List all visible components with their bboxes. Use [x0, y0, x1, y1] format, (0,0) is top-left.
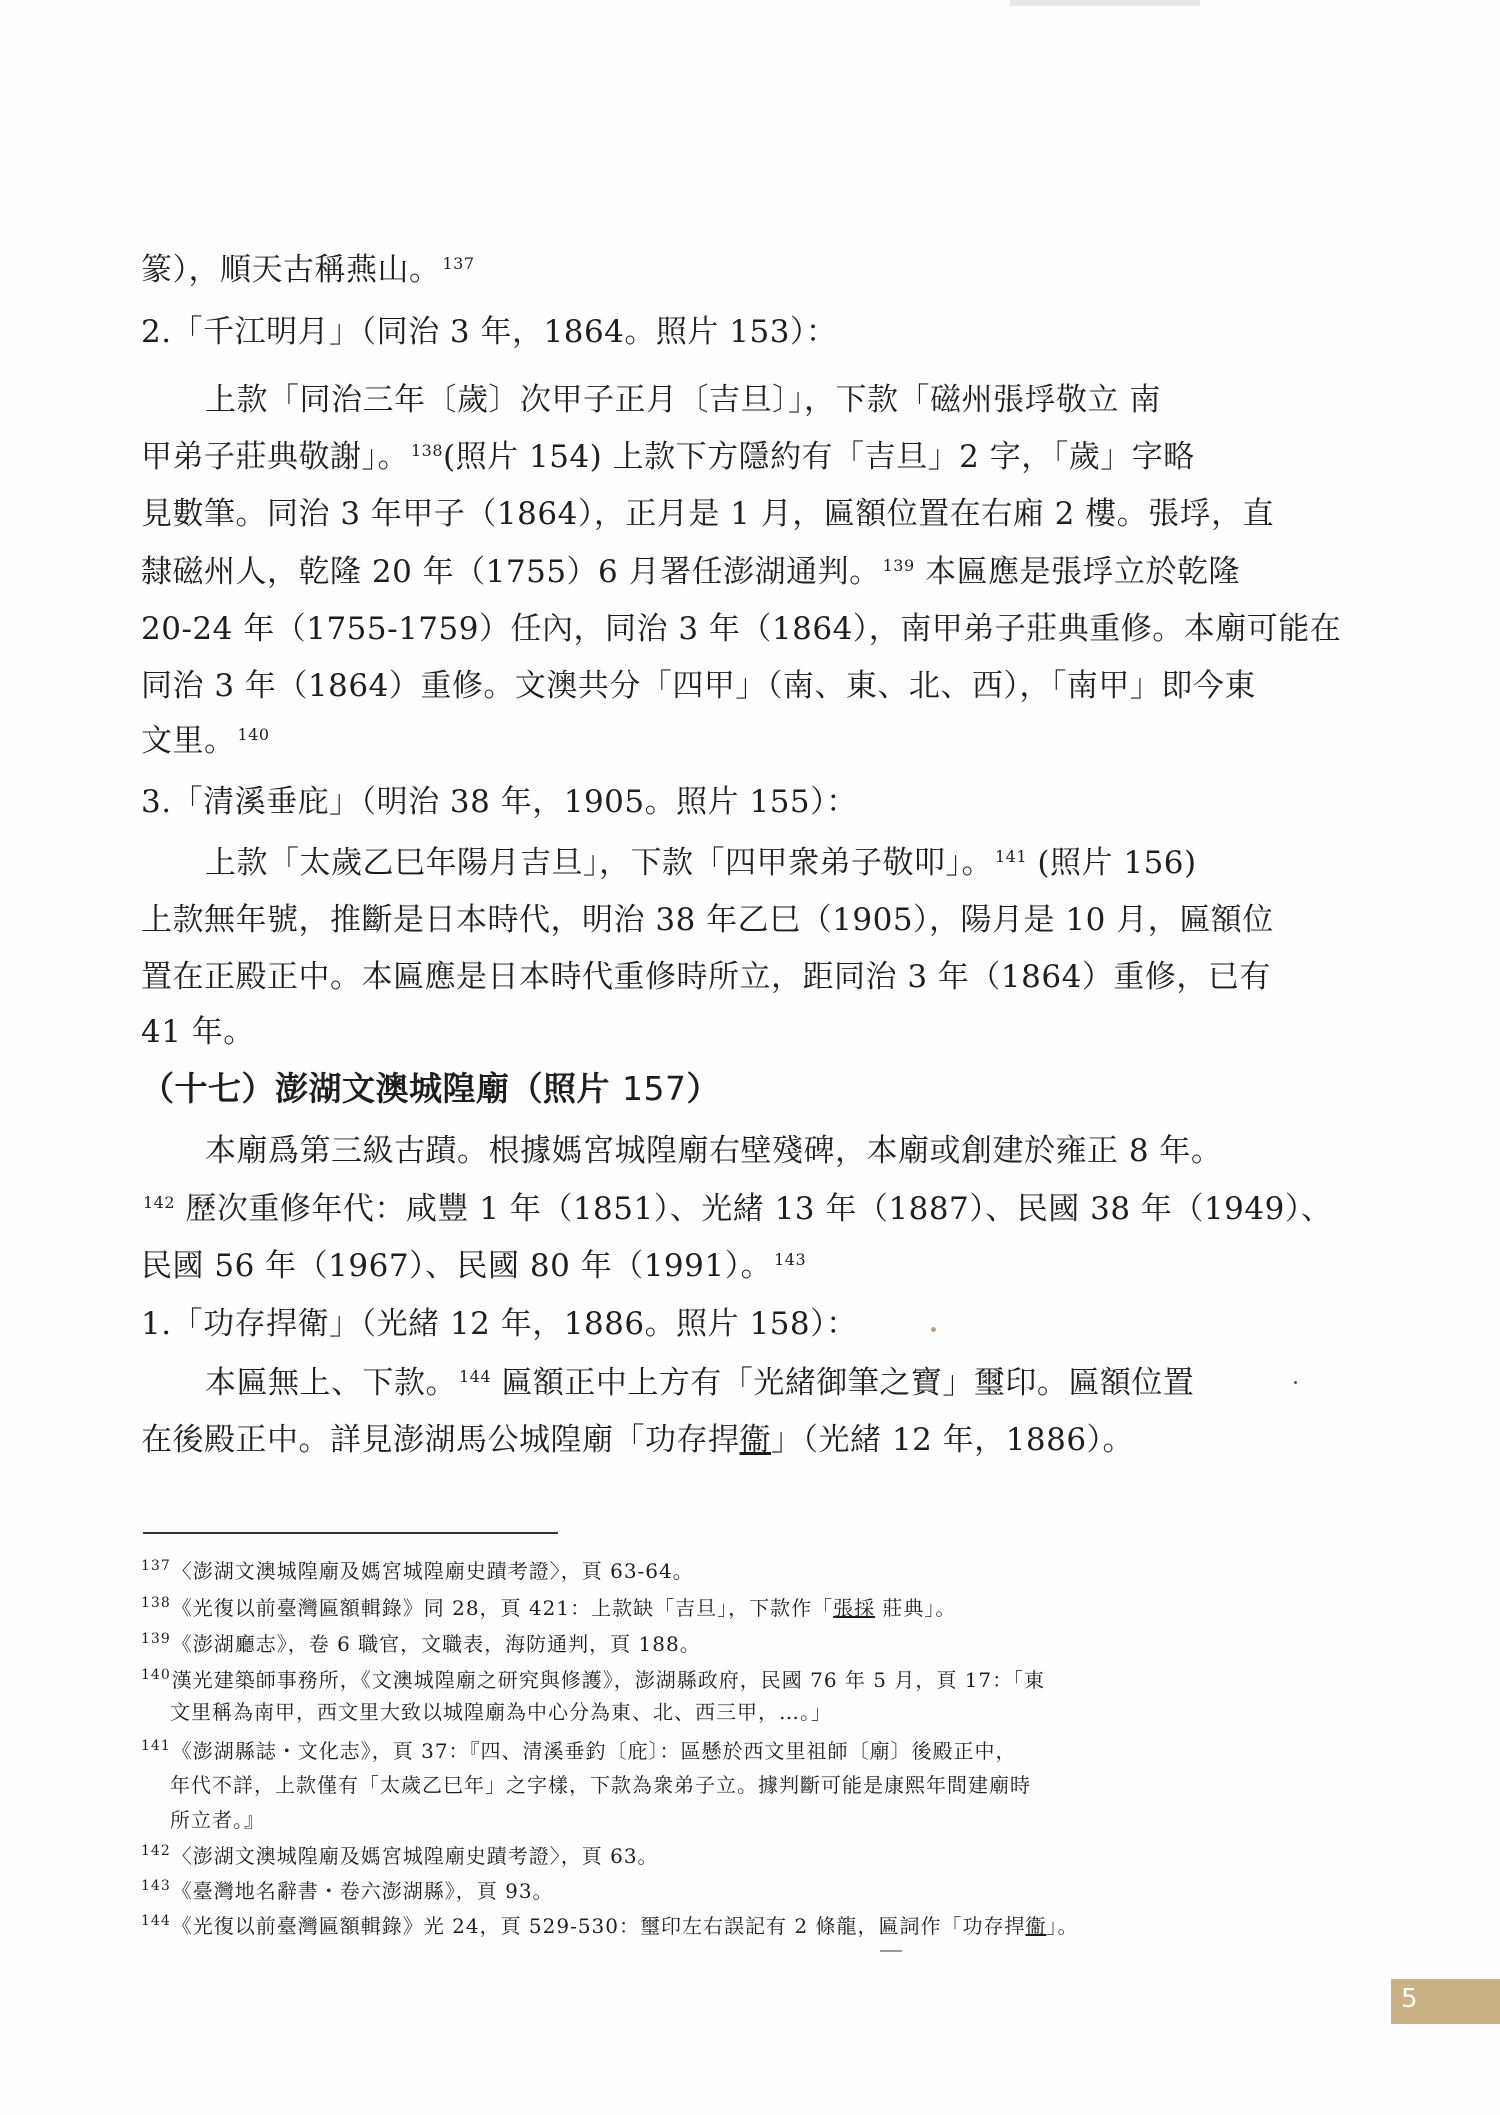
body-line: 在後殿正中。詳見澎湖馬公城隍廟「功存捍衞」（光緒 12 年，1886）。 — [141, 1422, 1135, 1458]
body-line: 41 年。 — [141, 1014, 255, 1050]
body-line: 20-24 年（1755-1759）任內，同治 3 年（1864），南甲弟子莊典重修。本廟可能在 — [141, 611, 1342, 647]
scan-speck — [931, 1327, 936, 1332]
section-heading: （十七）澎湖文澳城隍廟（照片 157） — [141, 1069, 720, 1108]
list-item: 2.「千江明月」（同治 3 年，1864。照片 153）： — [141, 314, 838, 350]
footnote: $^{143}$《臺灣地名辭書・卷六澎湖縣》，頁 93。 — [141, 1878, 554, 1903]
body-line: 見數筆。同治 3 年甲子（1864），正月是 1 月，匾額位置在右廂 2 樓。張垺，直 — [141, 496, 1275, 532]
body-line: 甲弟子莊典敬謝」。 $^{138}$(照片 154) 上款下方隱約有「吉旦」2 字，「歲」字略 — [141, 439, 1195, 475]
footnote: $^{141}$《澎湖縣誌・文化志》，頁 37：『四、清溪垂釣〔庇〕：區懸於西文里祖師〔廟〕後殿正中， — [141, 1738, 1017, 1763]
list-item: 1.「功存捍衛」（光緒 12 年，1886。照片 158）： — [141, 1306, 858, 1342]
footnote-ref[interactable]: 144 — [459, 1367, 492, 1386]
body-line: 本廟爲第三級古蹟。根據媽宮城隍廟右壁殘碑，本廟或創建於雍正 8 年。 — [205, 1133, 1223, 1169]
body-line: 同治 3 年（1864）重修。文澳共分「四甲」（南、東、北、西），「南甲」即今東 — [141, 668, 1256, 704]
footnote-ref[interactable]: 139 — [882, 556, 915, 575]
body-line: 上款無年號，推斷是日本時代，明治 38 年乙巳（1905），陽月是 10 月，匾額位 — [141, 902, 1274, 938]
footnote: $^{137}$〈澎湖文澳城隍廟及媽宮城隍廟史蹟考證〉，頁 63-64。 — [141, 1558, 694, 1583]
footnote: $^{142}$〈澎湖文澳城隍廟及媽宮城隍廟史蹟考證〉，頁 63。 — [141, 1843, 659, 1868]
body-line: 上款「太歲乙巳年陽月吉旦」，下款「四甲衆弟子敬叩」。 $^{141}$ (照片 156) — [205, 845, 1197, 881]
footnote-ref[interactable]: 141 — [995, 847, 1028, 866]
footnote-continuation: 所立者。』 — [170, 1808, 265, 1832]
body-line: 置在正殿正中。本匾應是日本時代重修時所立，距同治 3 年（1864）重修，已有 — [141, 959, 1271, 995]
scan-smudge — [1010, 0, 1200, 6]
body-line: 本匾無上、下款。 $^{144}$ 匾額正中上方有「光緒御筆之寶」璽印。匾額位置 — [205, 1365, 1195, 1401]
footnote-ref[interactable]: 143 — [774, 1250, 807, 1269]
body-line: 上款「同治三年〔歲〕次甲子正月〔吉旦〕」，下款「磁州張垺敬立 南 — [205, 382, 1161, 418]
scan-speck — [1294, 1381, 1297, 1384]
footnote-continuation: 年代不詳，上款僅有「太歲乙巳年」之字樣，下款為衆弟子立。據判斷可能是康熙年間建廟時 — [170, 1773, 1031, 1797]
page-number: 5 — [1401, 1984, 1418, 2014]
footnote: $^{144}$《光復以前臺灣匾額輯錄》光 24，頁 529-530：璽印左右誤記有 2 條龍，匾詞作「功存捍衞」。 — [141, 1913, 1079, 1938]
footnote: $^{138}$《光復以前臺灣匾額輯錄》同 28，頁 421：上款缺「吉旦」，下款作「張採 莊典」。 — [141, 1595, 957, 1620]
scan-speck — [880, 1950, 902, 1952]
footnote-ref[interactable]: 137 — [442, 254, 475, 273]
page-number-tab — [1391, 1979, 1500, 2024]
footnote-rule — [143, 1532, 558, 1534]
footnote-continuation: 文里稱為南甲，西文里大致以城隍廟為中心分為東、北、西三甲，…。」 — [170, 1700, 832, 1724]
footnote: $^{139}$《澎湖廳志》，卷 6 職官，文職表，海防通判，頁 188。 — [141, 1631, 701, 1656]
footnote-ref[interactable]: 140 — [237, 725, 270, 744]
footnote-ref[interactable]: 142 — [143, 1193, 176, 1212]
footnote: $^{140}$漢光建築師事務所，《文澳城隍廟之研究與修護》，澎湖縣政府，民國 76 年 5 月，頁 17：「東 — [141, 1667, 1046, 1692]
body-line: $^{142}$ 歷次重修年代：咸豐 1 年（1851）、光緒 13 年（1887）、民國 38 年（1949）、 — [143, 1191, 1333, 1227]
body-line: 文里。 $^{140}$ — [141, 723, 270, 759]
footnote-ref[interactable]: 138 — [411, 441, 444, 460]
body-line: 民國 56 年（1967）、民國 80 年（1991）。 $^{143}$ — [141, 1248, 807, 1284]
list-item: 3.「清溪垂庇」（明治 38 年，1905。照片 155）： — [141, 784, 858, 820]
body-line: 篆），順天古稱燕山。 $^{137}$ — [141, 252, 475, 288]
body-line: 隸磁州人，乾隆 20 年（1755）6 月署任澎湖通判。 $^{139}$ 本匾應是張垺立於乾隆 — [141, 554, 1241, 590]
